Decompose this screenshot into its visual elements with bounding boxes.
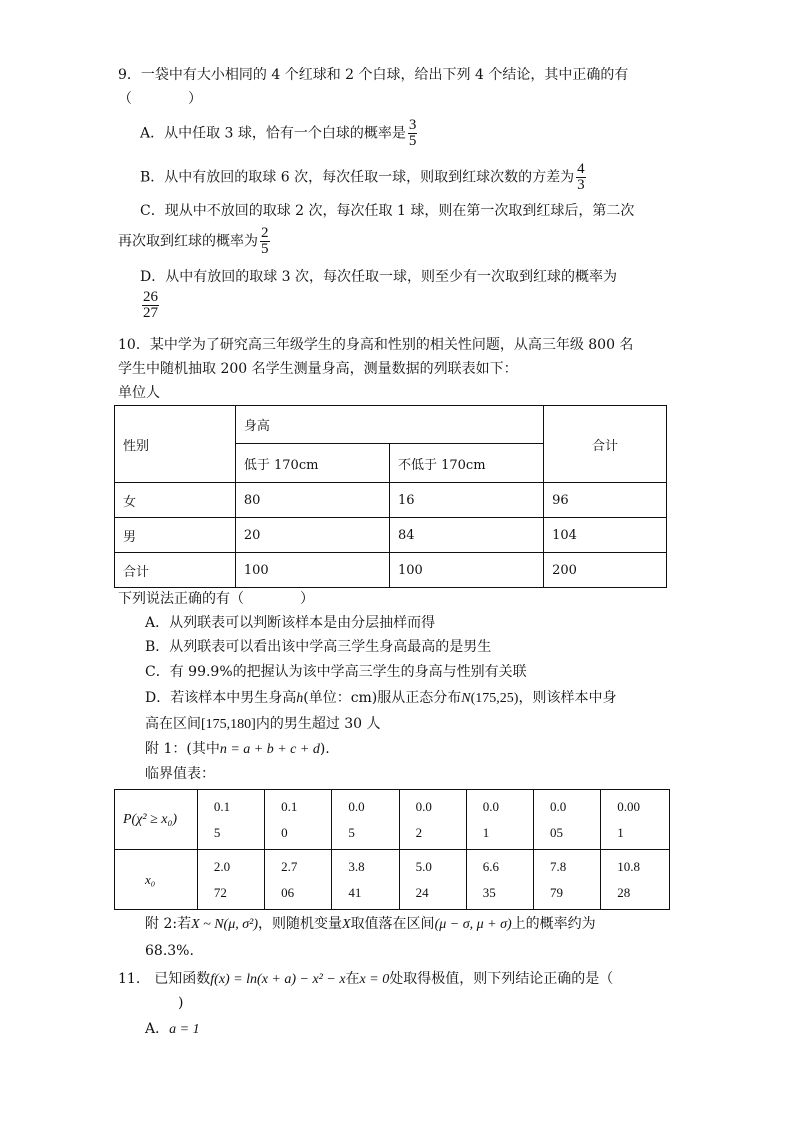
q10-note1: 附 1：(其中n = a + b + c + d). — [145, 741, 330, 757]
table-cell: 2.7 06 — [265, 850, 332, 910]
table-row — [115, 553, 667, 588]
table-cell: 0.0 05 — [534, 790, 601, 850]
table-cell: 7.8 79 — [534, 850, 601, 910]
table-cell: 10.8 28 — [601, 850, 670, 910]
q10-unit: 单位人 — [118, 385, 160, 401]
q10-stem-cont: 学生中随机抽取 200 名学生测量身高，测量数据的列联表如下： — [118, 361, 518, 377]
q9-answer-blank: （ ） — [118, 91, 202, 107]
q10-stem: 10．某中学为了研究高三年级学生的身高和性别的相关性问题，从高三年级 800 名 — [118, 337, 634, 353]
cell-total: 104 — [544, 518, 667, 553]
header-height: 身高 — [235, 406, 543, 444]
row-label-probability: P(χ² ≥ x₀) — [115, 790, 198, 850]
q9-stem: 9．一袋中有大小相同的 4 个红球和 2 个白球，给出下列 4 个结论，其中正确的有 — [118, 67, 629, 83]
cell-low: 20 — [235, 518, 389, 553]
critical-value-label: 临界值表： — [145, 766, 215, 782]
cell-high: 100 — [389, 553, 543, 588]
q10-option-c: C．有 99.9%的把握认为该中学高三学生的身高与性别有关联 — [145, 664, 527, 680]
table-cell: 5.0 24 — [399, 850, 466, 910]
table-cell: 6.6 35 — [466, 850, 533, 910]
q9-option-b: B．从中有放回的取球 6 次，每次任取一球，则取到红球次数的方差为 $\frac{4}{3}$ — [140, 161, 585, 193]
table-cell: 0.00 1 — [601, 790, 670, 850]
q11-stem-cont: ) — [178, 995, 184, 1011]
header-high: 不低于 170cm — [389, 444, 543, 483]
header-total: 合计 — [544, 406, 667, 483]
table-row — [115, 483, 667, 518]
row-label-critical-value: x₀ — [115, 850, 198, 910]
critical-value-table — [114, 789, 670, 910]
fraction: $\frac{3}{5}$ — [408, 117, 417, 149]
q11-option-a: A．a = 1 — [145, 1021, 200, 1037]
q9-option-d-fraction: $\frac{26}{27}$ — [143, 289, 158, 321]
q9-option-a: A．从中任取 3 球，恰有一个白球的概率是 $\frac{3}{5}$ — [140, 117, 417, 149]
table-cell: 0.0 2 — [399, 790, 466, 850]
table-row — [115, 790, 670, 850]
q9-option-c: C．现从中不放回的取球 2 次，每次任取 1 球，则在第一次取到红球后，第二次 — [140, 203, 635, 219]
table-cell: 2.0 72 — [197, 850, 264, 910]
fraction: $\frac{4}{3}$ — [577, 161, 585, 193]
fraction: $\frac{2}{5}$ — [261, 225, 269, 257]
q11-stem: 11. 已知函数f(x) = ln(x + a) − x² − x在x = 0处取得极值，则下列结论正确的是（ — [118, 971, 614, 987]
cell-low: 80 — [235, 483, 389, 518]
table-row — [115, 850, 670, 910]
contingency-table — [114, 405, 667, 588]
q10-prompt: 下列说法正确的有（ ） — [118, 591, 314, 607]
row-label: 女 — [115, 483, 236, 518]
table-cell: 0.0 1 — [466, 790, 533, 850]
q10-option-d: D．若该样本中男生身高h(单位：cm)服从正态分布N(175,25)，则该样本中身 — [145, 690, 617, 706]
table-cell: 3.8 41 — [332, 850, 399, 910]
q10-option-d-cont: 高在区间[175,180]内的男生超过 30 人 — [145, 716, 381, 732]
q10-option-a: A．从列联表可以判断该样本是由分层抽样而得 — [145, 615, 436, 631]
row-label: 合计 — [115, 553, 236, 588]
table-cell: 0.0 5 — [332, 790, 399, 850]
q10-note2-cont: 68.3%. — [145, 943, 194, 959]
cell-high: 16 — [389, 483, 543, 518]
table-row — [115, 518, 667, 553]
q9-option-d: D．从中有放回的取球 3 次，每次任取一球，则至少有一次取到红球的概率为 — [140, 269, 618, 285]
row-label: 男 — [115, 518, 236, 553]
q10-option-b: B．从列联表可以看出该中学高三学生身高最高的是男生 — [145, 639, 492, 655]
cell-high: 84 — [389, 518, 543, 553]
q9-option-c-cont: 再次取到红球的概率为 $\frac{2}{5}$ — [118, 225, 269, 257]
header-low: 低于 170cm — [235, 444, 389, 483]
q10-note2: 附 2:若X ~ N(μ, σ²)，则随机变量X取值落在区间(μ − σ, μ + σ)上的概率约为 — [145, 916, 596, 932]
cell-total: 200 — [544, 553, 667, 588]
table-cell: 0.1 0 — [265, 790, 332, 850]
cell-total: 96 — [544, 483, 667, 518]
table-cell: 0.1 5 — [197, 790, 264, 850]
header-gender: 性别 — [115, 406, 236, 483]
cell-low: 100 — [235, 553, 389, 588]
